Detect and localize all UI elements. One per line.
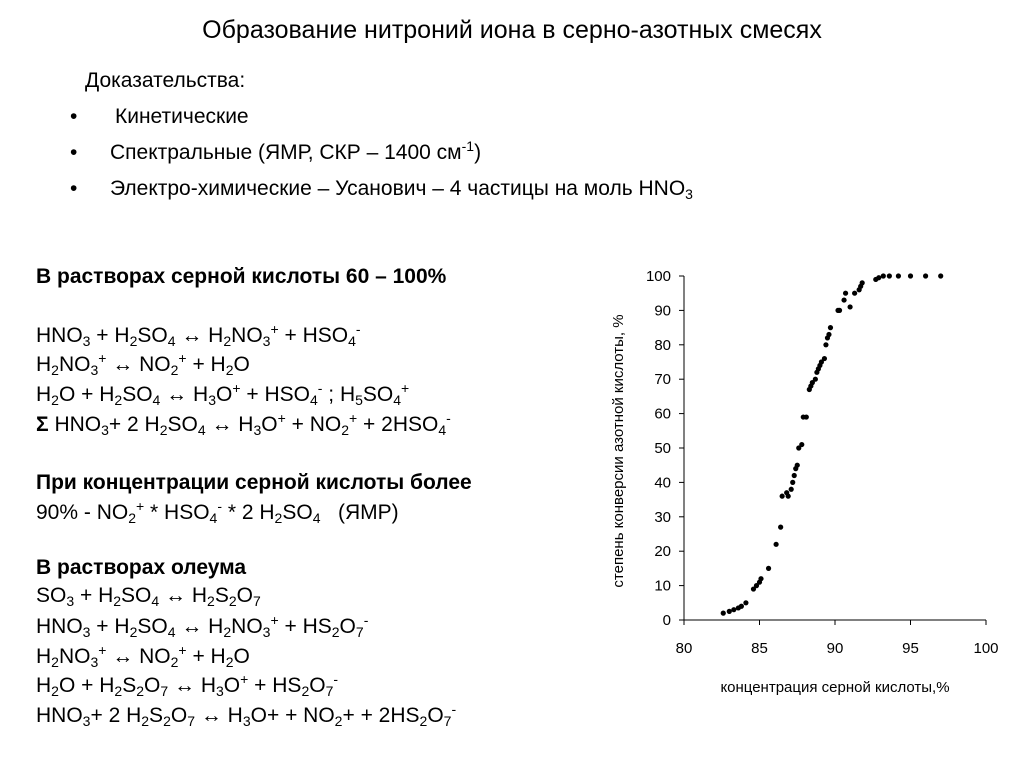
chart-axes bbox=[646, 268, 999, 657]
equation-line: $H_2NO_3^+$ ↔ $NO_2^+ + H_2O$ bbox=[36, 350, 250, 378]
equation-line: $H_2O + H_2SO_4$ ↔ $H_3O^+ + HSO_4^-$ ; $H_5SO_4^+$ bbox=[36, 380, 410, 408]
y-tick-label: 10 bbox=[654, 577, 671, 595]
x-tick-label: 85 bbox=[751, 640, 768, 657]
data-point bbox=[731, 607, 736, 612]
equation-line: $H_2O + H_2S_2O_7$ ↔ $H_3O^+ + HS_2O_7^-$ bbox=[36, 671, 339, 699]
data-point bbox=[823, 342, 828, 347]
x-tick-label: 100 bbox=[973, 640, 999, 657]
sulfuric-section-header: В растворах серной кислоты 60 – 100% bbox=[36, 265, 447, 288]
data-point bbox=[780, 494, 785, 499]
x-tick-label: 95 bbox=[902, 640, 919, 657]
equation-line: $HNO_3 + H_2SO_4$ ↔ $H_2NO_3^+ + HS_2O_7^-$ bbox=[36, 612, 369, 640]
data-point bbox=[826, 332, 831, 337]
data-point bbox=[721, 611, 726, 616]
data-point bbox=[852, 291, 857, 296]
oleum-section-header: В растворах олеума bbox=[36, 556, 247, 579]
data-point bbox=[860, 280, 865, 285]
data-point bbox=[778, 525, 783, 530]
x-axis-label: концентрация серной кислоты,% bbox=[720, 679, 950, 696]
bullet-icon: • bbox=[70, 141, 78, 164]
data-point bbox=[923, 273, 928, 278]
y-tick-label: 70 bbox=[654, 371, 671, 389]
data-point bbox=[822, 356, 827, 361]
data-point bbox=[813, 377, 818, 382]
evidence-header: Доказательства: bbox=[85, 69, 246, 92]
data-point bbox=[743, 600, 748, 605]
y-tick-label: 90 bbox=[654, 302, 671, 320]
data-point bbox=[786, 494, 791, 499]
data-point bbox=[766, 566, 771, 571]
equation-line: $H_2NO_3^+$ ↔ $NO_2^+ + H_2O$ bbox=[36, 642, 250, 670]
data-point bbox=[795, 463, 800, 468]
data-point bbox=[774, 542, 779, 547]
concentration-section-header: При концентрации серной кислоты более bbox=[36, 471, 472, 494]
equation-line: $HNO_3 + H_2SO_4$ ↔ $H_2NO_3^+ + HSO_4^-$ bbox=[36, 321, 361, 349]
x-tick-label: 80 bbox=[675, 640, 693, 657]
data-point bbox=[876, 275, 881, 280]
y-tick-label: 30 bbox=[654, 508, 671, 526]
data-point bbox=[828, 325, 833, 330]
y-tick-label: 60 bbox=[654, 405, 671, 423]
equation-line: $HNO_3+ 2$ $H_2S_2O_7$ ↔ $H_3O+ + NO_2+ + 2HS_2O_7^-$ bbox=[36, 701, 457, 729]
y-tick-label: 0 bbox=[662, 612, 671, 629]
data-point bbox=[896, 273, 901, 278]
chart-points bbox=[721, 273, 944, 615]
data-point bbox=[938, 273, 943, 278]
data-point bbox=[739, 604, 744, 609]
data-point bbox=[789, 487, 794, 492]
slide-title: Образование нитроний иона в серно-азотных смесях bbox=[202, 16, 822, 44]
data-point bbox=[792, 473, 797, 478]
data-point bbox=[908, 273, 913, 278]
data-point bbox=[804, 414, 809, 419]
data-point bbox=[848, 304, 853, 309]
conversion-scatter-chart bbox=[590, 255, 1010, 705]
concentration-line: $90\% - NO_2^+ * HSO_4^- * 2$ $H_2SO_4$ (ЯМР) bbox=[36, 498, 399, 526]
y-tick-label: 50 bbox=[654, 440, 671, 457]
data-point bbox=[837, 308, 842, 313]
bullet-spectral: Спектральные (ЯМР, СКР – 1400 $см^{-1}$) bbox=[110, 138, 482, 164]
y-tick-label: 100 bbox=[645, 268, 671, 285]
data-point bbox=[727, 609, 732, 614]
equation-line: $SO_3 + H_2SO_4$ ↔ $H_2S_2O_7$ bbox=[36, 584, 261, 609]
y-axis-label: степень конверсии азотной кислоты, % bbox=[610, 314, 627, 588]
x-tick-label: 90 bbox=[826, 640, 844, 657]
data-point bbox=[758, 576, 763, 581]
bullet-kinetic: Кинетические bbox=[115, 105, 249, 128]
bullet-electrochemical: Электро-химические – Усанович – 4 частицы на моль $HNO_3$ bbox=[110, 177, 693, 202]
data-point bbox=[843, 291, 848, 296]
data-point bbox=[881, 273, 886, 278]
bullet-icon: • bbox=[70, 177, 78, 200]
bullet-icon: • bbox=[70, 105, 78, 128]
data-point bbox=[841, 297, 846, 302]
y-tick-label: 20 bbox=[654, 543, 671, 561]
equation-sum-line: Σ $HNO_3+ 2$ $H_2SO_4$ ↔ $H_3O^+ + NO_2^+ + 2HSO_4^-$ bbox=[36, 410, 451, 438]
data-point bbox=[790, 480, 795, 485]
y-tick-label: 40 bbox=[654, 474, 671, 492]
data-point bbox=[887, 273, 892, 278]
data-point bbox=[799, 442, 804, 447]
y-tick-label: 80 bbox=[654, 336, 671, 354]
